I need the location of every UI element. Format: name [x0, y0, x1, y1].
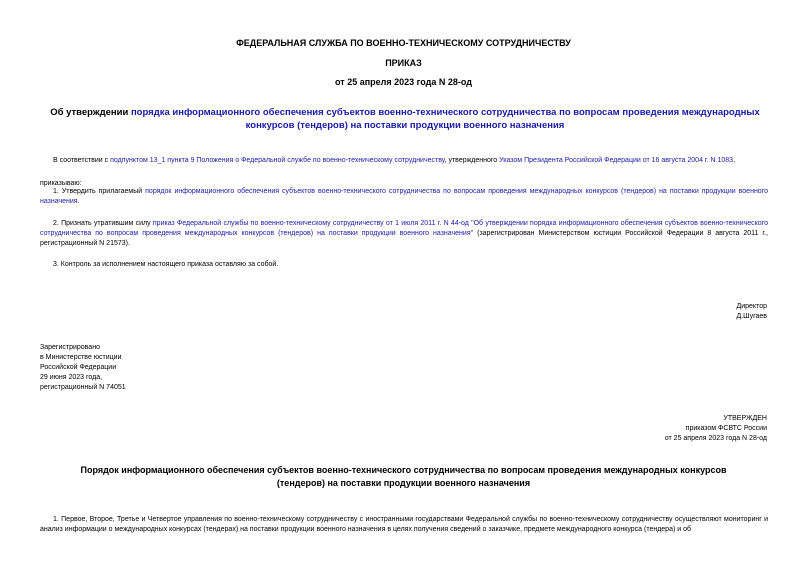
item-3-paragraph: 3. Контроль за исполнением настоящего приказа оставляю за собой.: [53, 261, 279, 268]
registration-line: регистрационный N 74051: [40, 384, 126, 391]
registration-line: в Министерстве юстиции: [40, 354, 122, 361]
signer-title: Директор: [736, 303, 767, 310]
item-2-text: 2. Признать утратившим силу: [53, 220, 153, 227]
item-1-text: 1. Утвердить прилагаемый: [53, 188, 146, 195]
item-2-paragraph: [40, 219, 768, 249]
item-1-link[interactable]: порядок информационного обеспечения субъектов военно-технического сотрудничества по вопросам проведения международных конкурсов (тендеров) на поставки продукции военного назначения: [40, 188, 768, 205]
agency-title: ФЕДЕРАЛЬНАЯ СЛУЖБА ПО ВОЕННО-ТЕХНИЧЕСКОМУ СОТРУДНИЧЕСТВУ: [236, 38, 571, 48]
basis-text-2: , утвержденного: [444, 157, 500, 164]
approval-line: приказом ФСВТС России: [685, 425, 767, 432]
registration-line: Российской Федерации: [40, 364, 117, 371]
item-2-link[interactable]: приказ Федеральной службы по военно-техническому сотрудничеству от 1 июля 2011 г. N 44-од "Об утверждении порядка информационного обеспечения субъектов военно-технического сотрудничества по вопросам проведения международных конкурсов (тендеров) на поставки продукции военного назначения": [40, 220, 768, 237]
order-date-number: от 25 апреля 2023 года N 28-од: [335, 77, 472, 87]
item-2-end: (зарегистрирован Министерством юстиции Российской Федерации 8 августа 2011 г., регистрационный N 21573).: [40, 230, 769, 247]
order-subject: [45, 106, 765, 132]
registration-line: 29 июня 2023 года,: [40, 374, 103, 381]
item-1-paragraph: [40, 187, 768, 207]
subject-link[interactable]: порядка информационного обеспечения субъектов военно-технического сотрудничества по вопросам проведения международных конкурсов (тендеров) на поставки продукции военного назначения: [130, 107, 760, 131]
item-1-end: .: [77, 198, 80, 205]
order-word: приказываю:: [40, 180, 82, 187]
legal-basis-paragraph: [40, 156, 768, 166]
signer-name: Д.Шугаев: [736, 313, 767, 320]
approval-line: УТВЕРЖДЕН: [723, 415, 767, 422]
basis-link-decree[interactable]: Указом Президента Российской Федерации от 16 августа 2004 г. N 1083: [499, 157, 734, 164]
procedure-title: Порядок информационного обеспечения субъектов военно-технического сотрудничества по вопросам проведения международных конкурсов (тендеров) на поставки продукции военного назначения: [80, 465, 727, 488]
subject-prefix: Об утверждении: [50, 107, 131, 118]
approval-line: от 25 апреля 2023 года N 28-од: [664, 435, 767, 442]
registration-line: Зарегистрировано: [40, 344, 100, 351]
document-type: ПРИКАЗ: [385, 58, 422, 68]
basis-text-1: В соответствии с: [53, 157, 111, 164]
procedure-paragraph-1: 1. Первое, Второе, Третье и Четвертое управления по военно-техническому сотрудничеству с иностранными государствами Федеральной службы по военно-техническому сотрудничеству осуществляют мониторинг и анализ информации о международных конкурсах (тендерах) на поставки продукции военного назначения в целях получения сведений о заказчике, предмете международного конкурса (тендера) и об: [40, 516, 768, 533]
basis-text-3: ,: [733, 157, 736, 164]
basis-link-regulation[interactable]: подпунктом 13_1 пункта 9 Положения о Федеральной службе по военно-техническому сотрудничеству: [110, 157, 445, 164]
